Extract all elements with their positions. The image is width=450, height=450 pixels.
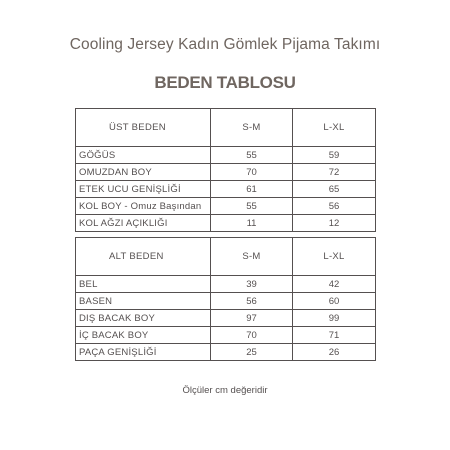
table-row bbox=[76, 310, 376, 327]
value-lxl: 26 bbox=[293, 344, 376, 361]
table-row bbox=[76, 181, 376, 198]
table-row bbox=[76, 147, 376, 164]
measurement-label: GÖĞÜS bbox=[76, 147, 211, 164]
bottom-size-table bbox=[75, 237, 376, 361]
table-header-row bbox=[76, 238, 376, 276]
column-header-bottom-size: ALT BEDEN bbox=[76, 238, 211, 276]
value-lxl: 42 bbox=[293, 276, 376, 293]
measurement-label: PAÇA GENİŞLİĞİ bbox=[76, 344, 211, 361]
value-sm: 39 bbox=[211, 276, 293, 293]
column-header-sm: S-M bbox=[211, 109, 293, 147]
table-row bbox=[76, 215, 376, 232]
value-lxl: 12 bbox=[293, 215, 376, 232]
measurement-unit-note: Ölçüler cm değeridir bbox=[182, 385, 268, 396]
top-size-table bbox=[75, 108, 376, 232]
table-row bbox=[76, 327, 376, 344]
value-sm: 11 bbox=[211, 215, 293, 232]
measurement-label: OMUZDAN BOY bbox=[76, 164, 211, 181]
measurement-label: KOL BOY - Omuz Başından bbox=[76, 198, 211, 215]
value-sm: 56 bbox=[211, 293, 293, 310]
value-sm: 55 bbox=[211, 147, 293, 164]
measurement-label: İÇ BACAK BOY bbox=[76, 327, 211, 344]
table-row bbox=[76, 198, 376, 215]
table-row bbox=[76, 344, 376, 361]
value-sm: 25 bbox=[211, 344, 293, 361]
value-lxl: 99 bbox=[293, 310, 376, 327]
value-lxl: 71 bbox=[293, 327, 376, 344]
table-row bbox=[76, 164, 376, 181]
column-header-sm: S-M bbox=[211, 238, 293, 276]
value-sm: 97 bbox=[211, 310, 293, 327]
measurement-label: BASEN bbox=[76, 293, 211, 310]
value-sm: 70 bbox=[211, 164, 293, 181]
table-row bbox=[76, 276, 376, 293]
table-row bbox=[76, 293, 376, 310]
value-lxl: 56 bbox=[293, 198, 376, 215]
value-lxl: 72 bbox=[293, 164, 376, 181]
value-lxl: 60 bbox=[293, 293, 376, 310]
measurement-label: KOL AĞZI AÇIKLIĞI bbox=[76, 215, 211, 232]
product-title: Cooling Jersey Kadın Gömlek Pijama Takımı bbox=[69, 36, 381, 53]
value-sm: 61 bbox=[211, 181, 293, 198]
size-chart-heading: BEDEN TABLOSU bbox=[154, 73, 296, 92]
measurement-label: BEL bbox=[76, 276, 211, 293]
value-sm: 70 bbox=[211, 327, 293, 344]
column-header-lxl: L-XL bbox=[293, 238, 376, 276]
column-header-lxl: L-XL bbox=[293, 109, 376, 147]
measurement-label: ETEK UCU GENİŞLİĞİ bbox=[76, 181, 211, 198]
value-sm: 55 bbox=[211, 198, 293, 215]
value-lxl: 59 bbox=[293, 147, 376, 164]
measurement-label: DIŞ BACAK BOY bbox=[76, 310, 211, 327]
table-header-row bbox=[76, 109, 376, 147]
value-lxl: 65 bbox=[293, 181, 376, 198]
column-header-top-size: ÜST BEDEN bbox=[76, 109, 211, 147]
